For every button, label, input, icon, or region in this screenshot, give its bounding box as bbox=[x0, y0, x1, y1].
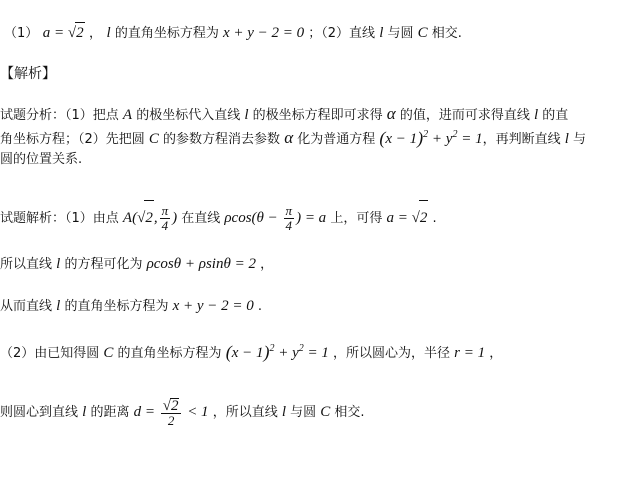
solution-line-1: 试题解析：（1）由点 A(√2, $\frac{\pi}{4}$ ) 在直线 ρcos(θ − $\frac{\pi}{4}$ ) = a 上，可得 a = √2 . bbox=[0, 200, 437, 236]
analysis-heading: 【解析】 bbox=[0, 66, 56, 82]
converted-equation: ρcosθ + ρsinθ = 2 bbox=[146, 256, 256, 272]
solution-line-3: 从而直线 l 的直角坐标方程为 x + y − 2 = 0 . bbox=[0, 298, 263, 314]
circle-equation: $(x - 1)^2 + y^2 = 1$ bbox=[379, 128, 483, 148]
circle-equation-2: $(x - 1)^2 + y^2 = 1$ bbox=[225, 342, 329, 362]
answer-part1-label: （1） bbox=[4, 26, 39, 41]
line-cartesian-equation: x + y − 2 = 0 bbox=[172, 298, 254, 314]
solution-line-2: 所以直线 l 的方程可化为 ρcosθ + ρsinθ = 2 ， bbox=[0, 256, 274, 272]
answer-a-value: a = √2 bbox=[43, 25, 85, 41]
solution-line-4: （2）由已知得圆 C 的直角坐标方程为 $(x - 1)^2 + y^2 = 1$ ，所以圆心为，半径 r = 1 ， bbox=[0, 342, 503, 362]
radius-value: r = 1 bbox=[454, 345, 486, 361]
answer-line-equation: x + y − 2 = 0 bbox=[222, 25, 305, 41]
point-a: A(√2, $\frac{\pi}{4}$ ) bbox=[123, 210, 177, 226]
analysis-line-2: 角坐标方程；（2）先把圆 C 的参数方程消去参数 α 化为普通方程 $(x - 1)^2 + y^2 = 1$，再判断直线 l 与 bbox=[0, 128, 587, 148]
answer-line: （1） a = √2 ， l 的直角坐标方程为 x + y − 2 = 0 ；（2）直线 l 与圆 C 相交. bbox=[4, 22, 462, 44]
polar-equation: ρcos(θ − $\frac{\pi}{4}$ ) = a bbox=[224, 203, 327, 234]
distance-value: d = $\frac{√2}{2}$ < 1 bbox=[133, 397, 209, 428]
analysis-line-3: 圆的位置关系. bbox=[0, 152, 83, 167]
solution-line-5: 则圆心到直线 l 的距离 d = $\frac{√2}{2}$ < 1 ，所以直线 l 与圆 C 相交. bbox=[0, 397, 365, 428]
analysis-line-1: 试题分析：（1）把点 A 的极坐标代入直线 l 的极坐标方程即可求得 α 的值，进而可求得直线 l 的直 bbox=[0, 104, 569, 123]
